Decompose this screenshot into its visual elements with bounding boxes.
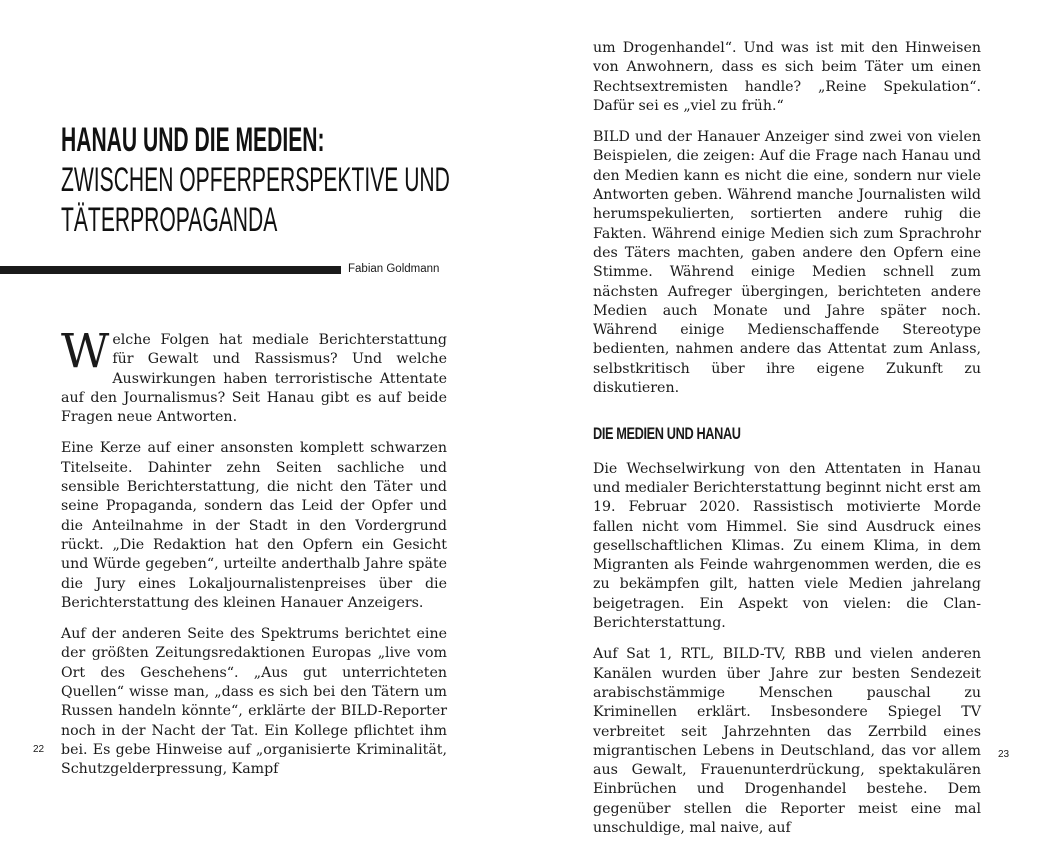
author-name: Fabian Goldmann bbox=[348, 263, 440, 275]
paragraph-4: um Drogenhandel“. Und was ist mit den Hinweisen von Anwohnern, dass es sich beim Täter um einen Rechtsextremisten handle? „Reine Spekulation“. Dafür sei es „viel zu früh.“ bbox=[593, 40, 981, 114]
chapter-title-line-3: TÄTERPROPAGANDA bbox=[61, 201, 278, 239]
paragraph-7: Auf Sat 1, RTL, BILD-TV, RBB und vielen anderen Kanälen wurden über Jahre zur besten Sendezeit arabischstämmige Menschen pauschal zu Kriminellen erklärt. Insbesondere Spiegel TV verbreitet seit Jahrzehnten das Zerrbild eines migrantischen Lebens in Deutschland, das vor allem aus Gewalt, Frauenunterdrückung, spektakulären Einbrüchen und Drogenhandel bestehe. Dem gegenüber stellen die Reporter meist eine mal unschuldige, mal naive, auf bbox=[593, 646, 981, 836]
paragraph-1-text: elche Folgen hat mediale Berichterstattung für Gewalt und Rassismus? Und welche Auswirkungen haben terroristische Attentate auf den Journalismus? Seit Hanau gibt es auf beide Fragen neue Antworten. bbox=[61, 332, 447, 426]
paragraph-1 bbox=[61, 324, 447, 427]
left-page bbox=[0, 0, 521, 800]
right-page bbox=[521, 0, 1043, 836]
paragraph-6: Die Wechselwirkung von den Attentaten in Hanau und medialer Berichterstattung beginnt nicht erst am 19. Februar 2020. Rassistisch motivierte Morde fallen nicht vom Himmel. Sie sind Ausdruck eines gesellschaftlichen Klimas. Zu einem Klima, in dem Migranten als Feinde wahrgenommen werden, die es zu bekämpfen gilt, hatten viele Medien jahrelang beigetragen. Ein Aspekt von vielen: die Clan-Berichterstattung. bbox=[593, 460, 981, 632]
drop-cap: W bbox=[61, 324, 110, 379]
page-number-left: 22 bbox=[33, 744, 45, 755]
paragraph-3: Auf der anderen Seite des Spektrums berichtet eine der größten Zeitungsredaktionen Europas „live vom Ort des Geschehens“. „Aus gut unterrichteten Quellen“ wisse man, „dass es sich bei den Tätern um Russen handeln könnte“, erklärte der BILD-Reporter noch in der Nacht der Tat. Ein Kollege pflichtet ihm bei. Es gebe Hinweise auf „organisierte Kriminalität, Schutzgelderpressung, Kampf bbox=[61, 626, 447, 778]
title-rule bbox=[0, 266, 341, 274]
chapter-title-line-2: ZWISCHEN OPFERPERSPEKTIVE UND bbox=[61, 161, 450, 199]
chapter-title bbox=[61, 120, 450, 240]
page-number-right: 23 bbox=[998, 749, 1010, 760]
paragraph-2: Eine Kerze auf einer ansonsten komplett schwarzen Titelseite. Dahinter zehn Seiten sachliche und sensible Berichterstattung, die nicht den Täter und seine Propaganda, sondern das Leid der Opfer und die Anteilnahme in der Stadt in den Vordergrund rückt. „Die Redaktion hat den Opfern ein Gesicht und Würde gegeben“, urteilte anderthalb Jahre späte die Jury eines Lokaljournalistenpreises über die Berichterstattung des kleinen Hanauer Anzeigers. bbox=[61, 440, 447, 611]
paragraph-5: BILD und der Hanauer Anzeiger sind zwei von vielen Beispielen, die zeigen: Auf die Frage nach Hanau und den Medien kann es nicht die eine, sondern nur viele Antworten geben. Während manche Journalisten wild herumspekulierten, sortierten andere ruhig die Fakten. Während einige Medien sich zum Sprachrohr des Täters machten, gaben andere den Opfern eine Stimme. Während einige Medien schnell zum nächsten Aufreger übergingen, berichteten andere Medien auch Monate und Jahre später noch. Während einige Medienschaffende Stereotype bedienten, nahmen andere das Attentat zum Anlass, selbstkritisch über ihre eigene Zukunft zu diskutieren. bbox=[593, 129, 981, 397]
chapter-title-line-1: HANAU UND DIE MEDIEN: bbox=[61, 121, 325, 159]
section-heading: DIE MEDIEN UND HANAU bbox=[593, 424, 741, 444]
right-body-text bbox=[593, 39, 981, 850]
left-body-text bbox=[61, 324, 447, 792]
